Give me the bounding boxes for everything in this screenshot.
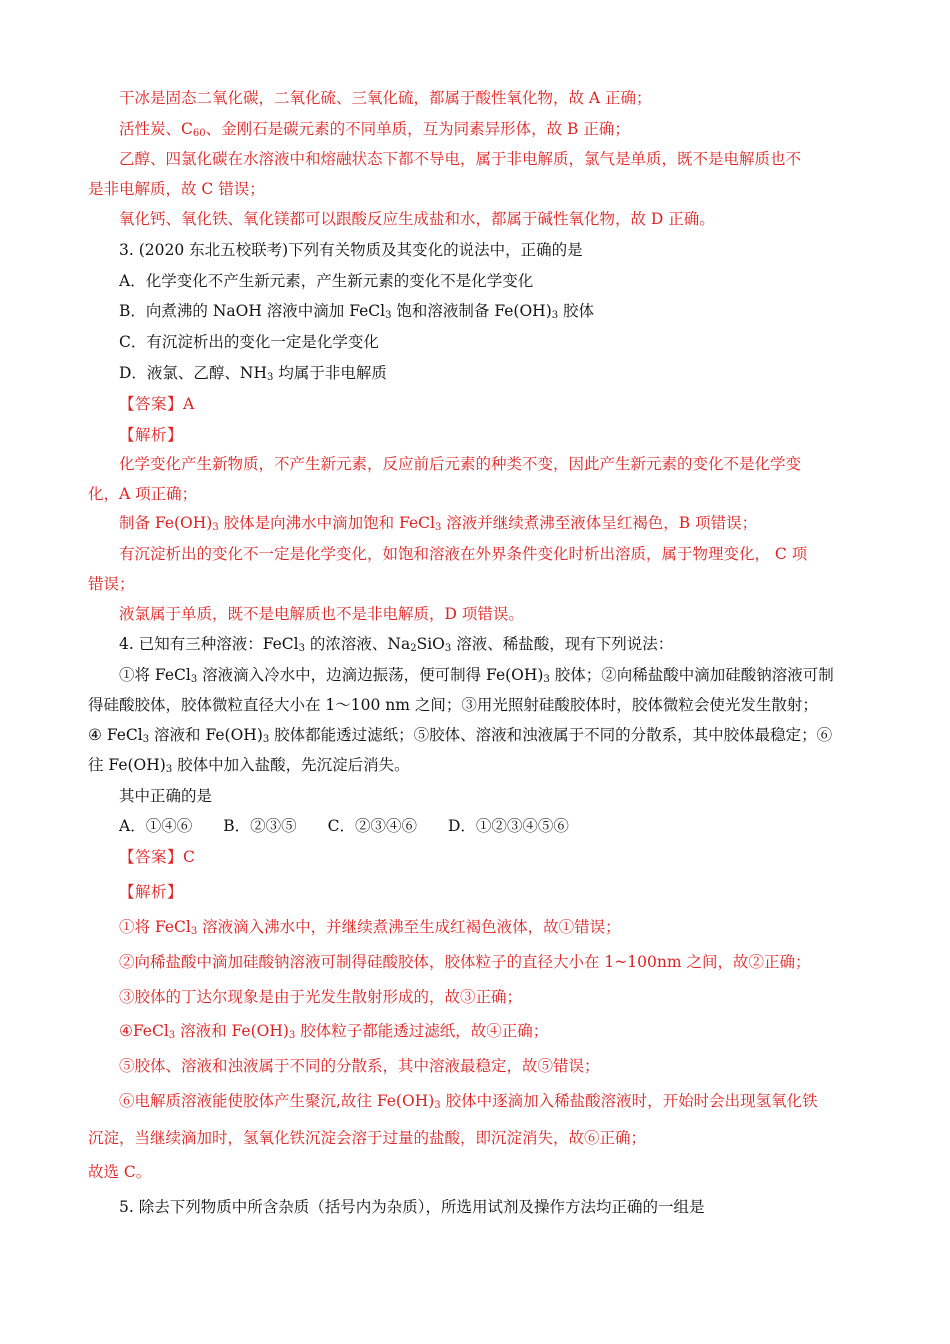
q3-option-b: B．向煮沸的 NaOH 溶液中滴加 FeCl$_3$ 饱和溶液制备 $Fe(OH)_3$ 胶体: [119, 302, 595, 321]
q4-statement-line: 往 $Fe(OH)_3$ 胶体中加入盐酸，先沉淀后消失。: [88, 756, 410, 775]
q3-option-d: D．液氯、乙醇、$NH_3$ 均属于非电解质: [119, 364, 387, 383]
q4-statement-line: ①将 FeCl$_3$ 溶液滴入冷水中，边滴边振荡，便可制得 $Fe(OH)_3$ 胶体；②向稀盐酸中滴加硅酸钠溶液可制: [119, 666, 834, 685]
q2-analysis-line: 干冰是固态二氧化碳，二氧化硫、三氧化硫，都属于酸性氧化物，故 A 正确；: [119, 89, 652, 107]
q3-analysis-line: 液氯属于单质，既不是电解质也不是非电解质，D 项错误。: [119, 605, 524, 623]
q3-analysis-line: 有沉淀析出的变化不一定是化学变化，如饱和溶液在外界条件变化时析出溶质，属于物理变化， C 项: [119, 545, 808, 563]
q3-option-c: C．有沉淀析出的变化一定是化学变化: [119, 333, 379, 351]
q3-analysis-label: 【解析】: [119, 426, 184, 444]
q3-analysis-line: 化学变化产生新物质，不产生新元素，反应前后元素的种类不变，因此产生新元素的变化不是化学变: [119, 455, 802, 473]
q4-analysis-line: ④FeCl$_3$ 溶液和 $Fe(OH)_3$ 胶体粒子都能透过滤纸，故④正确；: [119, 1022, 549, 1041]
q4-analysis-line: ③胶体的丁达尔现象是由于光发生散射形成的，故③正确；: [119, 988, 523, 1006]
q3-option-a: A．化学变化不产生新元素，产生新元素的变化不是化学变化: [119, 272, 534, 290]
q4-answer: 【答案】C: [119, 848, 196, 866]
q4-conclusion: 故选 C。: [88, 1163, 152, 1181]
q4-statement-line: ④ FeCl$_3$ 溶液和 $Fe(OH)_3$ 胶体都能透过滤纸；⑤胶体、溶液和浊液属于不同的分散系，其中胶体最稳定；⑥: [88, 726, 833, 745]
q4-analysis-line: ②向稀盐酸中滴加硅酸钠溶液可制得硅酸胶体，胶体粒子的直径大小在 1~100nm 之间，故②正确；: [119, 953, 811, 971]
q4-analysis-line: 沉淀，当继续滴加时，氢氧化铁沉淀会溶于过量的盐酸，即沉淀消失，故⑥正确；: [88, 1129, 647, 1147]
q3-stem: 3. (2020 东北五校联考)下列有关物质及其变化的说法中，正确的是: [119, 241, 583, 259]
q4-stem: 4. 已知有三种溶液：FeCl$_3$ 的浓溶液、$Na_2SiO_3$ 溶液、稀盐酸，现有下列说法：: [119, 635, 674, 654]
q5-stem: 5. 除去下列物质中所含杂质（括号内为杂质），所选用试剂及操作方法均正确的一组是: [119, 1198, 705, 1216]
q2-analysis-line: 是非电解质，故 C 错误；: [88, 180, 265, 198]
q2-analysis-line: 乙醇、四氯化碳在水溶液中和熔融状态下都不导电，属于非电解质，氯气是单质，既不是电解质也不: [119, 150, 802, 168]
q3-analysis-line: 制备 $Fe(OH)_3$ 胶体是向沸水中滴加饱和 FeCl$_3$ 溶液并继续煮沸至液体呈红褐色，B 项错误；: [119, 514, 758, 533]
q2-analysis-line: 氧化钙、氧化铁、氧化镁都可以跟酸反应生成盐和水，都属于碱性氧化物，故 D 正确。: [119, 210, 715, 228]
q4-statement-line: 得硅酸胶体，胶体微粒直径大小在 1～100 nm 之间；③用光照射硅酸胶体时，胶体微粒会使光发生散射；: [88, 696, 818, 714]
q4-analysis-line: ⑥电解质溶液能使胶体产生聚沉,故往 $Fe(OH)_3$ 胶体中逐滴加入稀盐酸溶液时，开始时会出现氢氧化铁: [119, 1092, 818, 1111]
q2-analysis-line: 活性炭、$C_{60}$、金刚石是碳元素的不同单质，互为同素异形体，故 B 正确；: [119, 120, 630, 139]
q3-answer: 【答案】A: [119, 395, 195, 413]
q4-analysis-label: 【解析】: [119, 883, 184, 901]
q4-analysis-line: ⑤胶体、溶液和浊液属于不同的分散系，其中溶液最稳定，故⑤错误；: [119, 1057, 600, 1075]
q3-analysis-line: 化，A 项正确；: [88, 485, 198, 503]
q4-question: 其中正确的是: [119, 787, 213, 805]
q3-analysis-line: 错误；: [88, 575, 135, 593]
q4-analysis-line: ①将 FeCl$_3$ 溶液滴入沸水中，并继续煮沸至生成红褐色液体，故①错误；: [119, 918, 621, 937]
q4-options: A．①④⑥ B．②③⑤ C．②③④⑥ D．①②③④⑤⑥: [119, 817, 569, 835]
